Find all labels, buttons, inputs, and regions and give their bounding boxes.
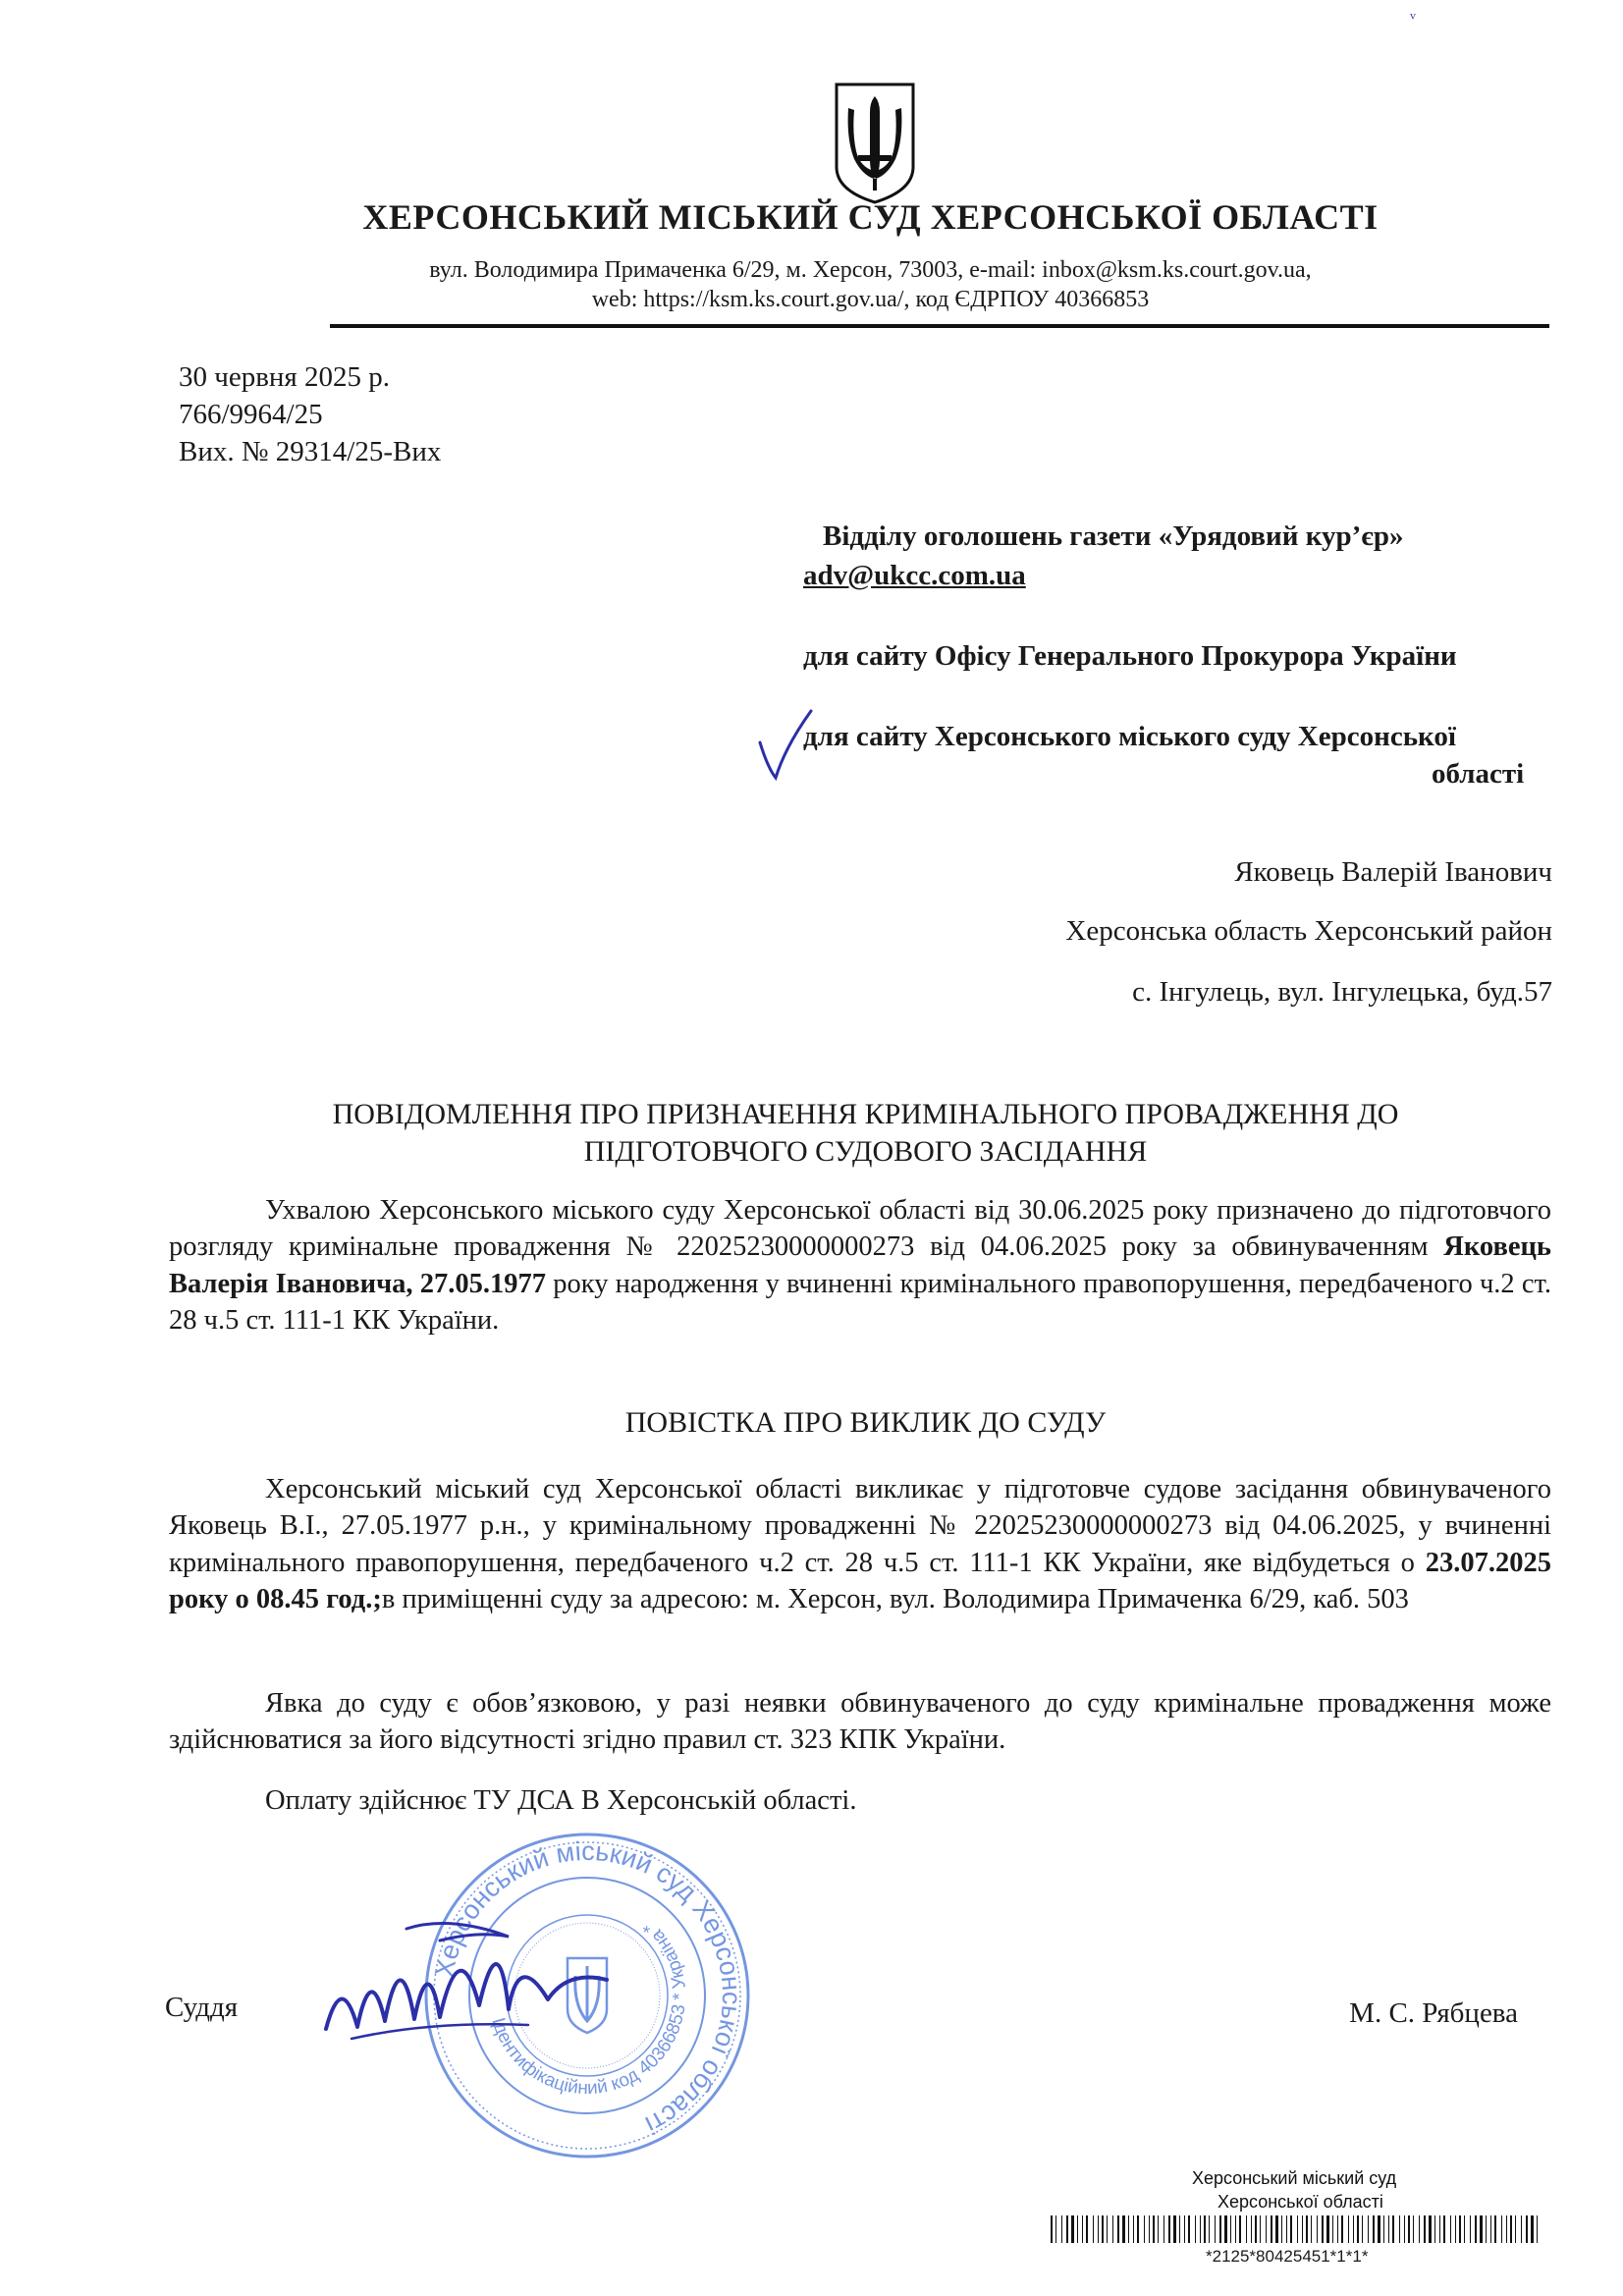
header-divider [330, 324, 1549, 328]
court-address-line: вул. Володимира Примаченка 6/29, м. Херсон, 73003, e-mail: inbox@ksm.ks.court.gov.ua, [429, 257, 1312, 283]
addressee-region: Херсонська область Херсонський район [1065, 915, 1552, 947]
notice-heading-cont: ПІДГОТОВЧОГО СУДОВОГО ЗАСІДАННЯ [583, 1135, 1148, 1168]
addressee-name: Яковець Валерій Іванович [1234, 856, 1552, 888]
recipient-newspaper: Відділу оголошень газети «Урядовий кур’єр» [823, 520, 1404, 552]
court-web-line: web: https://ksm.ks.court.gov.ua/, код ЄДРПОУ 40366853 [591, 287, 1150, 312]
footer-court-region: Херсонської області [1217, 2192, 1383, 2212]
outgoing-number: Вих. № 29314/25-Вих [179, 436, 442, 467]
attendance-paragraph: Явка до суду є обов’язковою, у разі неявки обвинуваченого до суду кримінальне провадження може здійснюватися за його відсутності згідно правил ст. 323 КПК України. [169, 1688, 1551, 1756]
svg-text:Ідентифікаційний код 40366853: Ідентифікаційний код 40366853 * Україна * [487, 1916, 691, 2100]
document-date: 30 червня 2025 р. [179, 361, 391, 393]
footer-court-name: Херсонський міський суд [1192, 2168, 1397, 2188]
judge-name: М. С. Рябцева [1349, 1997, 1518, 2029]
recipient-prosecutor-site: для сайту Офісу Генерального Прокурора України [803, 640, 1457, 672]
notice-heading: ПОВІДОМЛЕННЯ ПРО ПРИЗНАЧЕННЯ КРИМІНАЛЬНОГО ПРОВАДЖЕННЯ ДО [332, 1098, 1399, 1130]
summons-paragraph: Херсонський міський суд Херсонської області викликає у підготовче судове засідання обвинуваченого Яковець В.І., 27.05.1977 р.н., у кримінальному провадженні № 22025230000000273 від 04.06.2025, у вчиненні кримінального правопорушення, передбаченого ч.2 ст. 28 ч.5 ст. 111-1 КК України, яке відбудеться о 23.07.2025 року о 08.45 год.;в приміщенні суду за адресою: м. Херсон, вул. Володимира Примаченка 6/29, каб. 503 [169, 1474, 1551, 1614]
barcode [1051, 2215, 1545, 2243]
judge-role-label: Суддя [165, 1992, 239, 2023]
case-number: 766/9964/25 [179, 399, 323, 430]
accused-name-bold: Яковець Валерія Івановича, 27.05.1977 [169, 1231, 1551, 1299]
summons-heading: ПОВІСТКА ПРО ВИКЛИК ДО СУДУ [624, 1406, 1107, 1439]
svg-text:Херсонський міський суд Херсон: Херсонський міський суд Херсонської області [429, 1835, 747, 2141]
corner-mark: ᵛ [1410, 8, 1416, 29]
recipient-court-site: для сайту Херсонського міського суду Херсонської [803, 721, 1456, 752]
recipient-email-link[interactable]: adv@ukcc.com.ua [803, 560, 1026, 591]
judge-signature [312, 1911, 626, 2058]
payment-note: Оплату здійснює ТУ ДСА В Херсонській області. [265, 1785, 857, 1816]
handwritten-checkmark-icon [756, 707, 815, 782]
barcode-text: *2125*80425451*1*1* [1206, 2247, 1369, 2266]
court-name-title: ХЕРСОНСЬКИЙ МІСЬКИЙ СУД ХЕРСОНСЬКОЇ ОБЛАСТІ [362, 197, 1379, 237]
notice-paragraph: Ухвалою Херсонського міського суду Херсонської області від 30.06.2025 року призначено до підготовчого розгляду кримінальне провадження № 22025230000000273 від 04.06.2025 року за обвинуваченням Яковець Валерія Івановича, 27.05.1977 року народження у вчиненні кримінального правопорушення, передбаченого ч.2 ст. 28 ч.5 ст. 111-1 КК України. [169, 1195, 1551, 1336]
trident-emblem-icon [831, 81, 919, 206]
hearing-datetime-bold: 23.07.2025 року о 08.45 год.; [169, 1547, 1551, 1614]
recipient-court-site-cont: області [1432, 758, 1525, 790]
addressee-street: с. Інгулець, вул. Інгулецька, буд.57 [1132, 976, 1552, 1008]
